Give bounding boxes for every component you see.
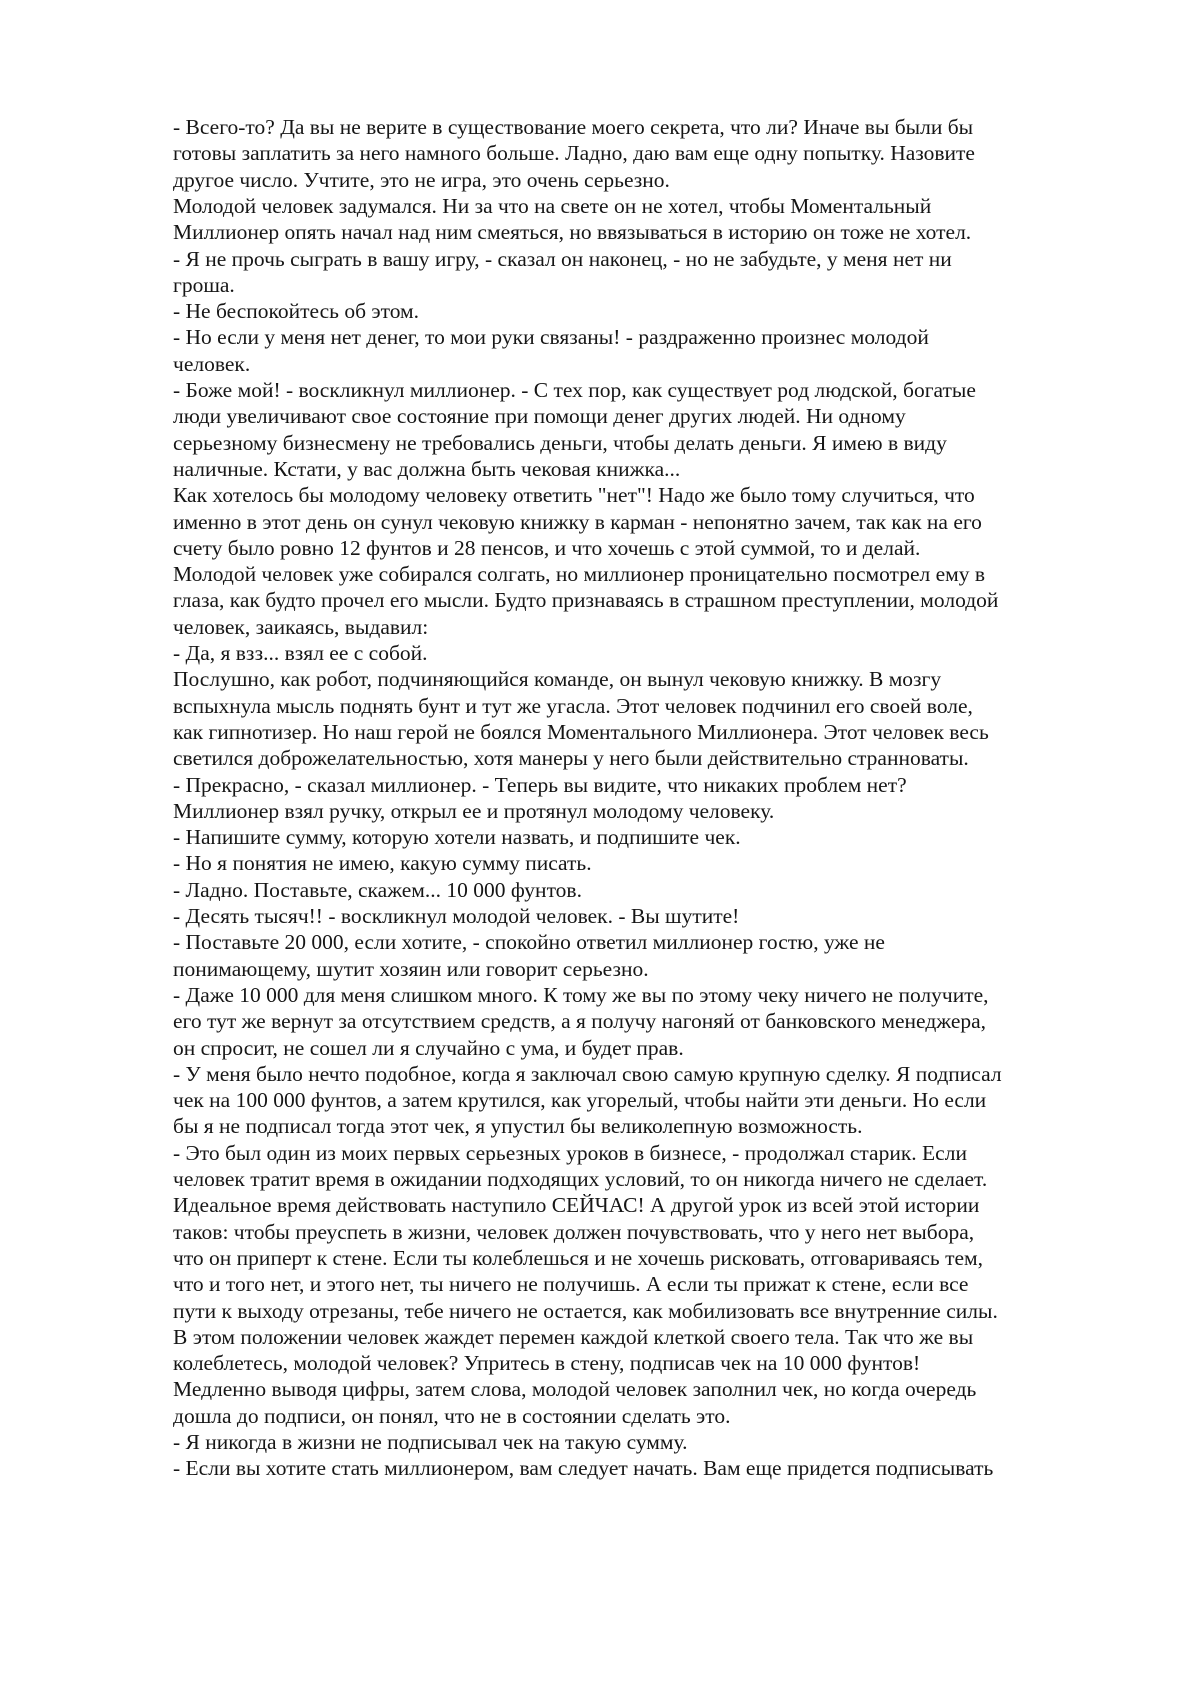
text-line: как гипнотизер. Но наш герой не боялся Моментального Миллионера. Этот человек весь bbox=[173, 720, 989, 744]
text-line: Молодой человек задумался. Ни за что на свете он не хотел, чтобы Моментальный bbox=[173, 194, 932, 218]
text-line: серьезному бизнесмену не требовались деньги, чтобы делать деньги. Я имею в виду bbox=[173, 431, 947, 455]
text-line: наличные. Кстати, у вас должна быть чековая книжка... bbox=[173, 457, 681, 481]
text-line: светился доброжелательностью, хотя манеры у него были действительно странноваты. bbox=[173, 746, 969, 770]
text-line: - Десять тысяч!! - воскликнул молодой человек. - Вы шутите! bbox=[173, 904, 740, 928]
text-line: - Но я понятия не имею, какую сумму писать. bbox=[173, 851, 592, 875]
text-line: - Это был один из моих первых серьезных уроков в бизнесе, - продолжал старик. Если bbox=[173, 1141, 967, 1165]
text-line: Медленно выводя цифры, затем слова, молодой человек заполнил чек, но когда очередь bbox=[173, 1377, 977, 1401]
text-line: - Но если у меня нет денег, то мои руки связаны! - раздраженно произнес молодой bbox=[173, 325, 929, 349]
text-line: бы я не подписал тогда этот чек, я упустил бы великолепную возможность. bbox=[173, 1114, 863, 1138]
text-line: счету было ровно 12 фунтов и 28 пенсов, и что хочешь с этой суммой, то и делай. bbox=[173, 536, 921, 560]
text-line: глаза, как будто прочел его мысли. Будто признаваясь в страшном преступлении, молодой bbox=[173, 588, 999, 612]
text-line: другое число. Учтите, это не игра, это очень серьезно. bbox=[173, 168, 670, 192]
text-line: именно в этот день он сунул чековую книжку в карман - непонятно зачем, так как на его bbox=[173, 510, 982, 534]
text-line: - Я никогда в жизни не подписывал чек на такую сумму. bbox=[173, 1430, 688, 1454]
text-line: - Если вы хотите стать миллионером, вам следует начать. Вам еще придется подписывать bbox=[173, 1456, 994, 1480]
text-line: - Напишите сумму, которую хотели назвать, и подпишите чек. bbox=[173, 825, 741, 849]
text-line: - Поставьте 20 000, если хотите, - спокойно ответил миллионер гостю, уже не bbox=[173, 930, 885, 954]
text-line: Идеальное время действовать наступило СЕЙЧАС! А другой урок из всей этой истории bbox=[173, 1193, 980, 1217]
text-line: - Не беспокойтесь об этом. bbox=[173, 299, 420, 323]
text-line: понимающему, шутит хозяин или говорит серьезно. bbox=[173, 957, 649, 981]
text-line: он спросит, не сошел ли я случайно с ума, и будет прав. bbox=[173, 1036, 684, 1060]
text-line: Миллионер опять начал над ним смеяться, но ввязываться в историю он тоже не хотел. bbox=[173, 220, 972, 244]
text-line: что и того нет, и этого нет, ты ничего не получишь. А если ты прижат к стене, если все bbox=[173, 1272, 969, 1296]
text-line: чек на 100 000 фунтов, а затем крутился, как угорелый, чтобы найти эти деньги. Но если bbox=[173, 1088, 987, 1112]
text-line: - Боже мой! - воскликнул миллионер. - С тех пор, как существует род людской, богатые bbox=[173, 378, 976, 402]
text-line: готовы заплатить за него намного больше. Ладно, даю вам еще одну попытку. Назовите bbox=[173, 141, 975, 165]
text-line: - Да, я взз... взял ее с собой. bbox=[173, 641, 428, 665]
text-line: дошла до подписи, он понял, что не в состоянии сделать это. bbox=[173, 1404, 731, 1428]
text-line: Миллионер взял ручку, открыл ее и протянул молодому человеку. bbox=[173, 799, 775, 823]
text-line: пути к выходу отрезаны, тебе ничего не остается, как мобилизовать все внутренние силы. bbox=[173, 1299, 998, 1323]
text-line: вспыхнула мысль поднять бунт и тут же угасла. Этот человек подчинил его своей воле, bbox=[173, 694, 973, 718]
text-line: - Всего-то? Да вы не верите в существование моего секрета, что ли? Иначе вы были бы bbox=[173, 115, 974, 139]
text-line: - Ладно. Поставьте, скажем... 10 000 фунтов. bbox=[173, 878, 582, 902]
text-line: человек. bbox=[173, 352, 251, 376]
text-line: - Прекрасно, - сказал миллионер. - Теперь вы видите, что никаких проблем нет? bbox=[173, 773, 907, 797]
text-line: В этом положении человек жаждет перемен каждой клеткой своего тела. Так что же вы bbox=[173, 1325, 974, 1349]
text-line: человек тратит время в ожидании подходящих условий, то он никогда ничего не сделает. bbox=[173, 1167, 988, 1191]
text-line: - Даже 10 000 для меня слишком много. К тому же вы по этому чеку ничего не получите, bbox=[173, 983, 989, 1007]
text-line: человек, заикаясь, выдавил: bbox=[173, 615, 429, 639]
text-line: что он приперт к стене. Если ты колеблешься и не хочешь рисковать, отговариваясь тем, bbox=[173, 1246, 983, 1270]
text-line: - У меня было нечто подобное, когда я заключал свою самую крупную сделку. Я подписал bbox=[173, 1062, 1002, 1086]
text-line: Молодой человек уже собирался солгать, но миллионер проницательно посмотрел ему в bbox=[173, 562, 986, 586]
text-line: Послушно, как робот, подчиняющийся команде, он вынул чековую книжку. В мозгу bbox=[173, 667, 942, 691]
text-line: колеблетесь, молодой человек? Упритесь в стену, подписав чек на 10 000 фунтов! bbox=[173, 1351, 921, 1375]
text-line: гроша. bbox=[173, 273, 235, 297]
text-line: таков: чтобы преуспеть в жизни, человек должен почувствовать, что у него нет выбора, bbox=[173, 1220, 975, 1244]
text-line: его тут же вернут за отсутствием средств, а я получу нагоняй от банковского менеджера, bbox=[173, 1009, 987, 1033]
text-line: люди увеличивают свое состояние при помощи денег других людей. Ни одному bbox=[173, 404, 906, 428]
text-line: Как хотелось бы молодому человеку ответить "нет"! Надо же было тому случиться, что bbox=[173, 483, 975, 507]
text-line: - Я не прочь сыграть в вашу игру, - сказал он наконец, - но не забудьте, у меня нет ни bbox=[173, 247, 952, 271]
